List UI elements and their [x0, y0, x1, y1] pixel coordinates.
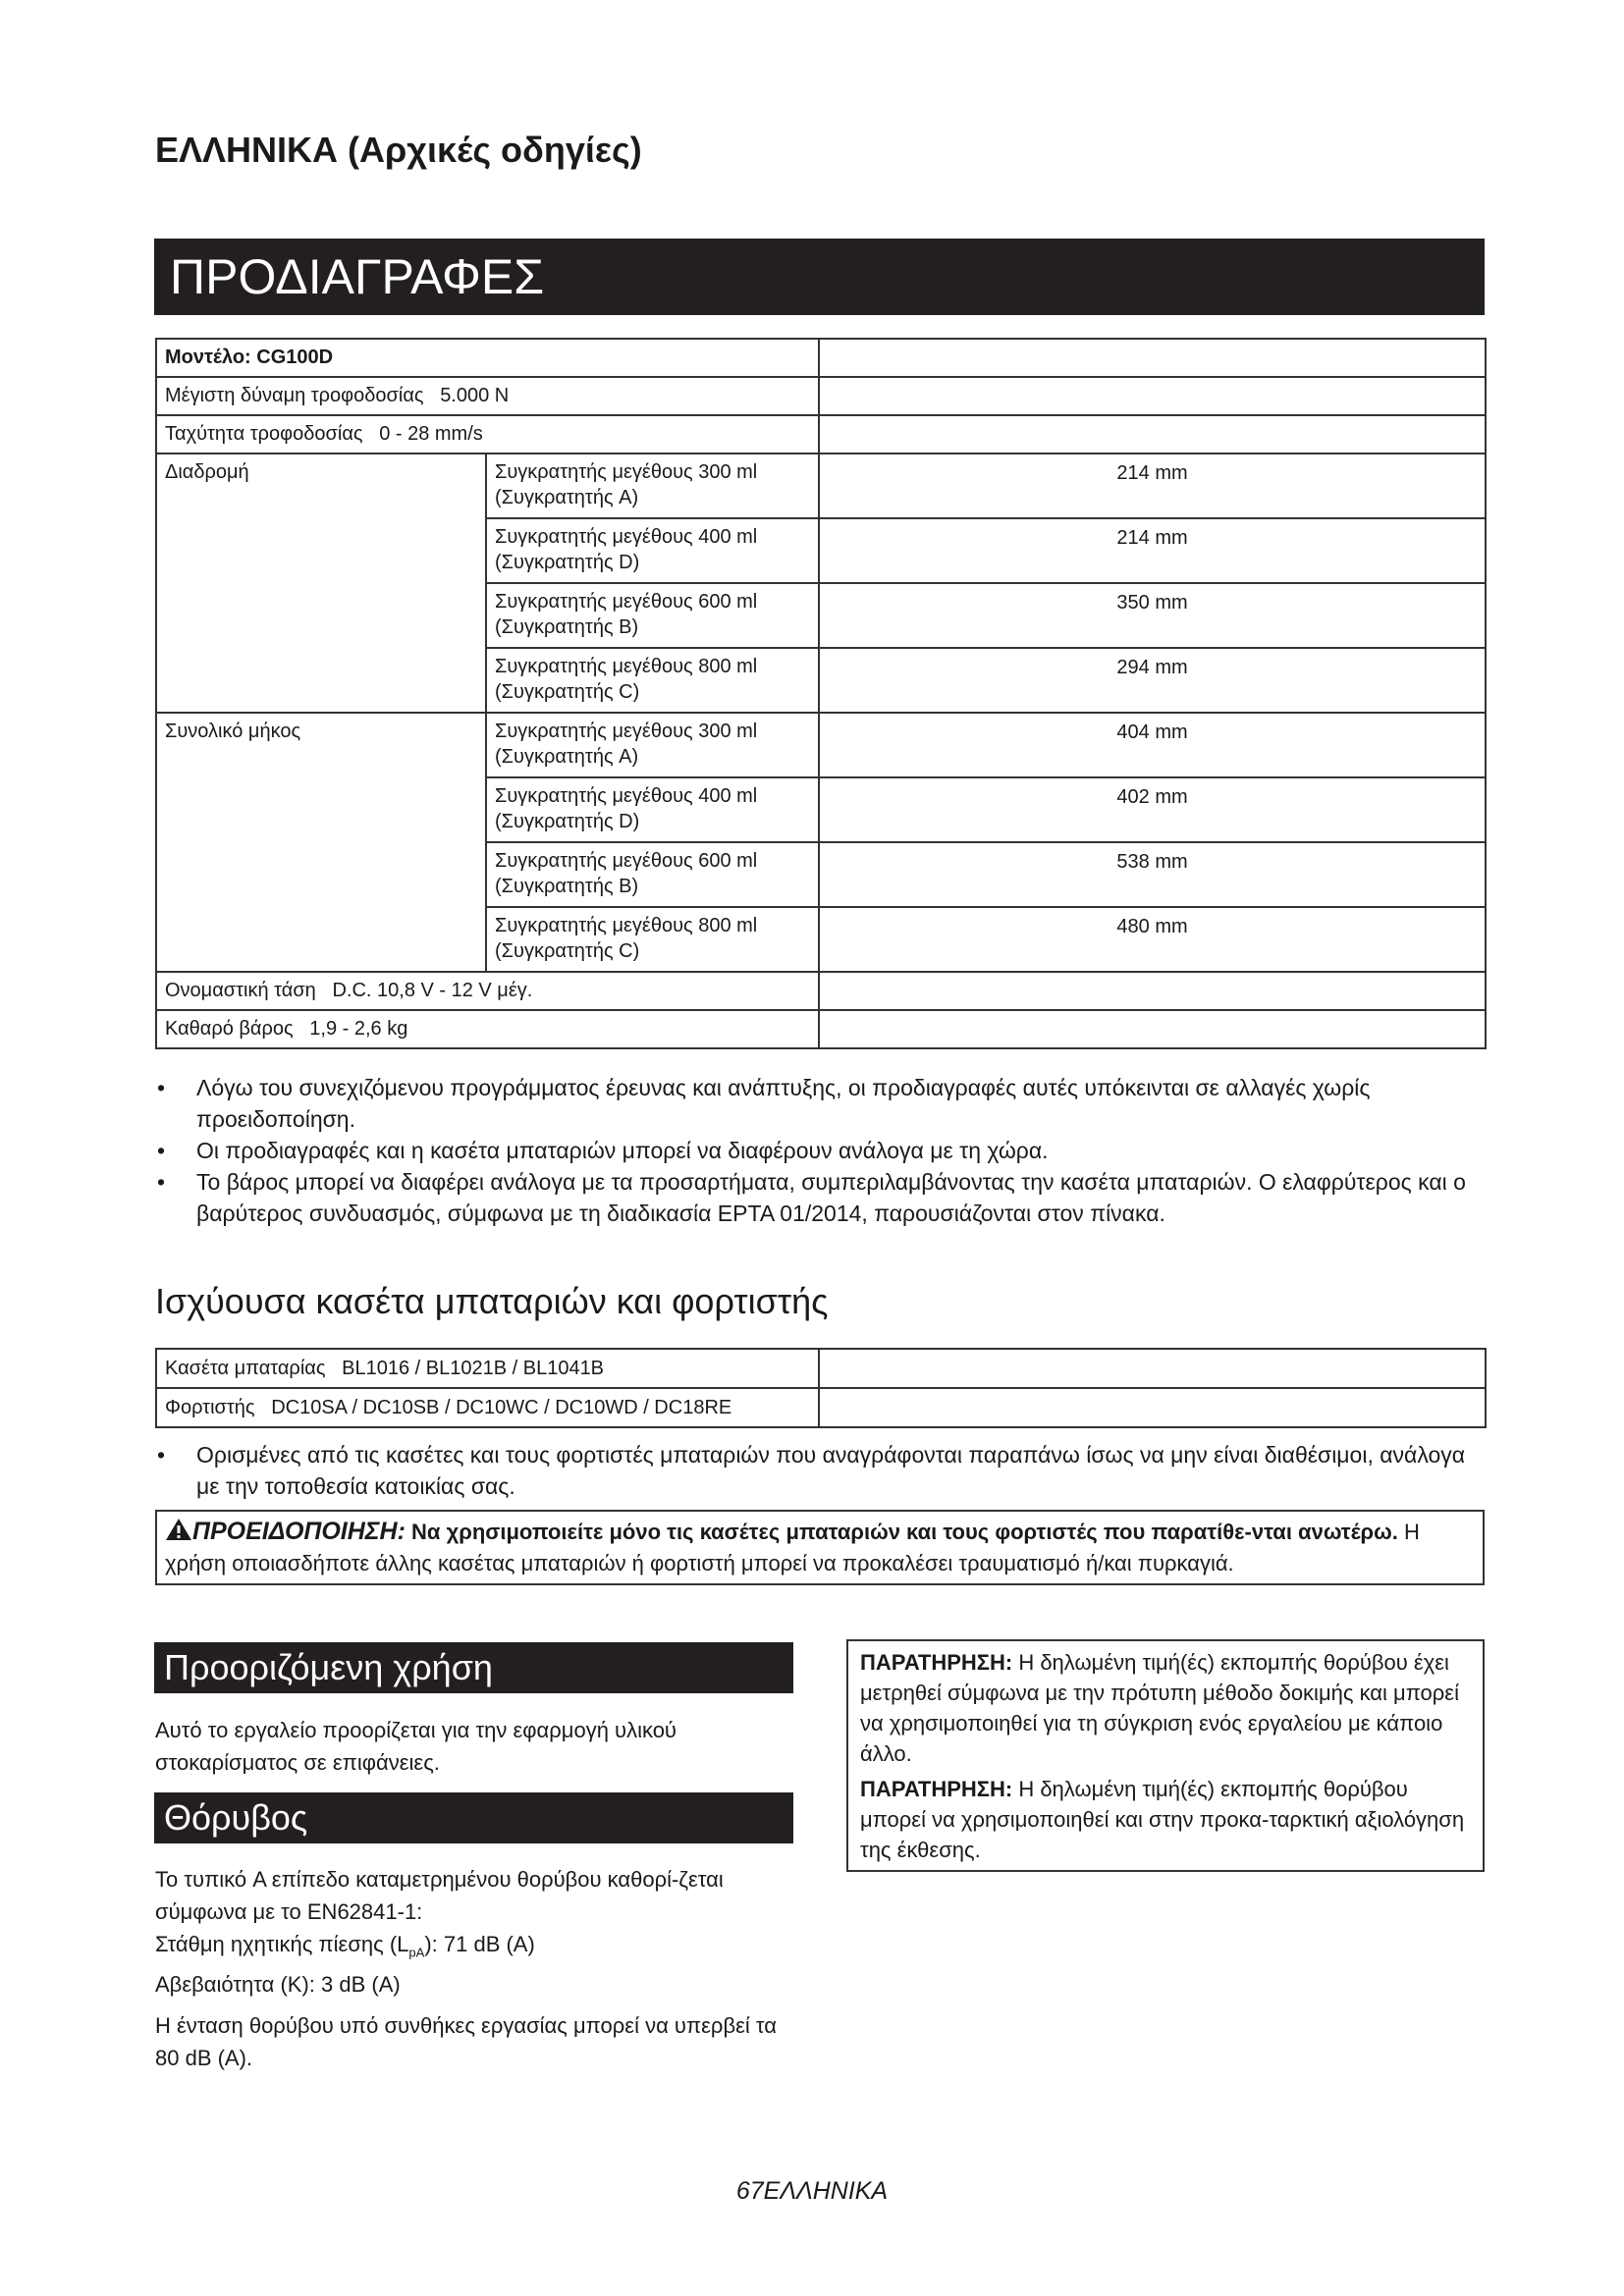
sound-pressure-level	[155, 1928, 793, 1968]
specifications-table	[155, 338, 1487, 1049]
charger-value: DC10SA / DC10SB / DC10WC / DC10WD / DC18RE	[271, 1396, 732, 1418]
max-force-label: Μέγιστη δύναμη τροφοδοσίας	[165, 385, 424, 406]
table-row	[156, 377, 1486, 415]
charger-label: Φορτιστής	[165, 1396, 255, 1418]
feed-speed-label: Ταχύτητα τροφοδοσίας	[165, 423, 363, 445]
warning-triangle-icon	[165, 1518, 192, 1541]
noise-exceed: Η ένταση θορύβου υπό συνθήκες εργασίας μπορεί να υπερβεί τα 80 dB (A).	[155, 2013, 778, 2071]
holder-cell: Συγκρατητής μεγέθους 300 ml (Συγκρατητής A)	[495, 461, 758, 508]
weight-value: 1,9 - 2,6 kg	[309, 1018, 408, 1040]
warning-text: Η χρήση οποιασδήποτε άλλης κασέτας μπαταριών ή φορτιστή μπορεί να προκαλέσει τραυματισμό ή/και πυρκαγιά.	[165, 1520, 1420, 1575]
notice-2	[860, 1774, 1471, 1865]
table-row	[156, 454, 1486, 518]
notice-box	[846, 1639, 1485, 1872]
holder-cell: Συγκρατητής μεγέθους 400 ml (Συγκρατητής D)	[495, 785, 758, 832]
weight-label: Καθαρό βάρος	[165, 1018, 294, 1040]
notice-heading: ΠΑΡΑΤΗΡΗΣΗ:	[860, 1650, 1013, 1675]
battery-table	[155, 1348, 1487, 1428]
noise-banner: Θόρυβος	[154, 1792, 793, 1843]
holder-cell: Συγκρατητής μεγέθους 600 ml (Συγκρατητής B)	[495, 591, 758, 638]
holder-cell: Συγκρατητής μεγέθους 800 ml (Συγκρατητής C)	[495, 915, 758, 962]
table-row	[156, 339, 1486, 377]
spl-label: Στάθμη ηχητικής πίεσης (L	[155, 1932, 409, 1956]
table-row	[156, 1010, 1486, 1048]
intended-use-banner: Προοριζόμενη χρήση	[154, 1642, 793, 1693]
stroke-label: Διαδρομή	[156, 454, 486, 713]
cartridge-value: BL1016 / BL1021B / BL1041B	[342, 1357, 605, 1379]
voltage-value: D.C. 10,8 V - 12 V μέγ.	[332, 980, 533, 1001]
spl-value: ): 71 dB (A)	[424, 1932, 535, 1956]
noise-intro: Το τυπικό A επίπεδο καταμετρημένου θορύβου καθορί-ζεται σύμφωνα με το EN62841-1:	[155, 1867, 724, 1924]
holder-cell: Συγκρατητής μεγέθους 600 ml (Συγκρατητής B)	[495, 850, 758, 897]
table-row	[156, 713, 1486, 777]
table-row	[156, 415, 1486, 454]
max-force-value: 5.000 N	[440, 385, 510, 406]
notice-text: Η δηλωμένη τιμή(ές) εκπομπής θορύβου έχει μετρηθεί σύμφωνα με την πρότυπη μέθοδο δοκιμής και μπορεί να χρησιμοποιηθεί για τη σύγκριση ενός εργαλείου με κάποιο άλλο.	[860, 1650, 1460, 1766]
length-value: 402 mm	[819, 777, 1486, 842]
list-item: • Το βάρος μπορεί να διαφέρει ανάλογα με τα προσαρτήματα, συμπεριλαμβάνοντας την κασέτα μπαταριών. Ο ελαφρύτερος και ο βαρύτερος συνδυασμός, σύμφωνα με τη διαδικασία EPTA 01/2014, παρουσιάζονται στον πίνακα.	[155, 1166, 1485, 1229]
voltage-label: Ονομαστική τάση	[165, 980, 316, 1001]
length-value: 538 mm	[819, 842, 1486, 907]
warning-heading: ΠΡΟΕΙΔΟΠΟΙΗΣΗ:	[192, 1518, 406, 1545]
noise-section	[155, 1863, 793, 2074]
table-row	[156, 1388, 1486, 1427]
specifications-banner: ΠΡΟΔΙΑΓΡΑΦΕΣ	[154, 239, 1485, 315]
notice-text: Η δηλωμένη τιμή(ές) εκπομπής θορύβου μπορεί να χρησιμοποιηθεί και στην προκα-ταρκτική αξιολόγηση της έκθεσης.	[860, 1777, 1465, 1862]
spl-subscript: pA	[408, 1945, 425, 1960]
length-value: 480 mm	[819, 907, 1486, 972]
stroke-value: 214 mm	[819, 518, 1486, 583]
holder-cell: Συγκρατητής μεγέθους 800 ml (Συγκρατητής C)	[495, 656, 758, 703]
warning-box	[155, 1510, 1485, 1585]
warning-bold-text: Να χρησιμοποιείτε μόνο τις κασέτες μπαταριών και τους φορτιστές που παρατίθε-νται ανωτέρω.	[411, 1520, 1398, 1544]
uncertainty: Αβεβαιότητα (K): 3 dB (A)	[155, 1972, 401, 1998]
stroke-value: 214 mm	[819, 454, 1486, 518]
holder-cell: Συγκρατητής μεγέθους 300 ml (Συγκρατητής A)	[495, 721, 758, 768]
page-footer: 67ΕΛΛΗΝΙΚΑ	[735, 2177, 889, 2205]
stroke-value: 350 mm	[819, 583, 1486, 648]
table-row	[156, 1349, 1486, 1388]
table-row	[156, 972, 1486, 1010]
battery-notes-list	[155, 1439, 1485, 1502]
page-title: ΕΛΛΗΝΙΚΑ (Αρχικές οδηγίες)	[155, 130, 642, 170]
list-item: • Λόγω του συνεχιζόμενου προγράμματος έρευνας και ανάπτυξης, οι προδιαγραφές αυτές υπόκεινται σε αλλαγές χωρίς προειδοποίηση.	[155, 1072, 1485, 1135]
notice-heading: ΠΑΡΑΤΗΡΗΣΗ:	[860, 1777, 1013, 1801]
spec-notes-list	[155, 1072, 1485, 1229]
list-item: • Οι προδιαγραφές και η κασέτα μπαταριών μπορεί να διαφέρουν ανάλογα με τη χώρα.	[155, 1135, 1485, 1166]
cartridge-label: Κασέτα μπαταρίας	[165, 1357, 326, 1379]
battery-heading: Ισχύουσα κασέτα μπαταριών και φορτιστής	[155, 1281, 829, 1321]
model-label: Μοντέλο: CG100D	[156, 339, 819, 377]
feed-speed-value: 0 - 28 mm/s	[379, 423, 483, 445]
holder-cell: Συγκρατητής μεγέθους 400 ml (Συγκρατητής D)	[495, 526, 758, 573]
stroke-value: 294 mm	[819, 648, 1486, 713]
list-item: • Ορισμένες από τις κασέτες και τους φορτιστές μπαταριών που αναγράφονται παραπάνω ίσως να μην είναι διαθέσιμοι, ανάλογα με την τοποθεσία κατοικίας σας.	[155, 1439, 1485, 1502]
intended-use-text: Αυτό το εργαλείο προορίζεται για την εφαρμογή υλικού στοκαρίσματος σε επιφάνειες.	[155, 1718, 677, 1775]
length-value: 404 mm	[819, 713, 1486, 777]
notice-1	[860, 1647, 1471, 1769]
total-length-label: Συνολικό μήκος	[156, 713, 486, 972]
